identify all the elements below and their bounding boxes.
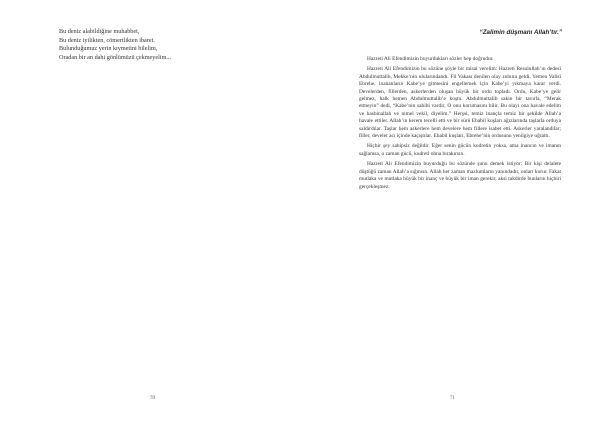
page-number: 70 [150, 396, 155, 401]
poem-line: Oradan bir an dahi gönlümüzü çekmeyelim... [59, 53, 172, 61]
paragraph: Hazreti Ali Efendimizin bu sözüne şöyle bir misal verelim: Hazreti Resulullah’ın dedesi Abdulmuttalib, Mekke’nin ulularındandı. Fil Vakası denilen olay zuhura geldi. Yemen Valisi Ebrehe, inananların Kabe’ye gitmesini engellemek için Kabe’yi yıkmaya karar verdi. Develerden, fillerden, askerlerden oluşan büyük bir ordu topladı. Ordu, Kabe’ye gelir gelmez, halk hemen Abdulmuttalib’e koştu. Abdulmuttalib sakin bir tavırla, “Merak etmeyin” dedi, “Kabe’nin sahibi vardır, O onu korumasını bilir. Bu olayı ona havale edelim ve hasbinallah ve nimel vekil, diyelim.” Herşsi, temiz inançla temiz bir şekilde Allah’a havale ettiler. Allah’ın kerem tecelli etti ve bir sürü Ebabil kuşları ağızlarında taşlarla orduya saldırdılar. Taşlar hem askerlere hem develere hem fillere isabet etti. Askerler yaralandılar; filler, develer acı içinde kaçıştılar. Ebabil kuşları, Ebrehe’nin ordusunu yenilgiye uğrattı. [359, 66, 561, 140]
page-number: 71 [450, 396, 455, 401]
right-page [300, 0, 600, 424]
chapter-heading: “Zalimin düşmanı Allah’tır.” [479, 29, 562, 36]
paragraph: Hazreti Ali Efendimizin buyurduğu bu sözünde şunu demek istiyor; Bir kişi delalete düştüğü zaman Allah’a sığınsın. Allah her zaman mazlumların yanındadır, onları korur. Fakat mutlaka ve mutlaka büyük bir inanç ve büyük bir iman gerekir, aksi takdirde bunların hiçbiri gerçekleşmez. [359, 161, 561, 190]
poem-line: Bu deniz iyilikten, cömertlikten ibaret. [59, 36, 155, 44]
paragraph: Hiçbir şey sahipsiz değildir. Eğer senin gücün kudretin yoksa, ama inancın ve imanın sağlamsa, o zaman gücü, kudreti ohna bırakırsın. [359, 143, 561, 157]
poem-line: Bu deniz alabildiğine muhabbet, [59, 28, 140, 35]
poem-line: Bulunduğumuz yerin kıymetini bilelim, [59, 45, 158, 52]
poem [59, 28, 171, 62]
body-text [359, 56, 561, 194]
paragraph: Hazreti Ali Efendimizin buyurdukları sözler hep doğrudur. [367, 56, 494, 62]
